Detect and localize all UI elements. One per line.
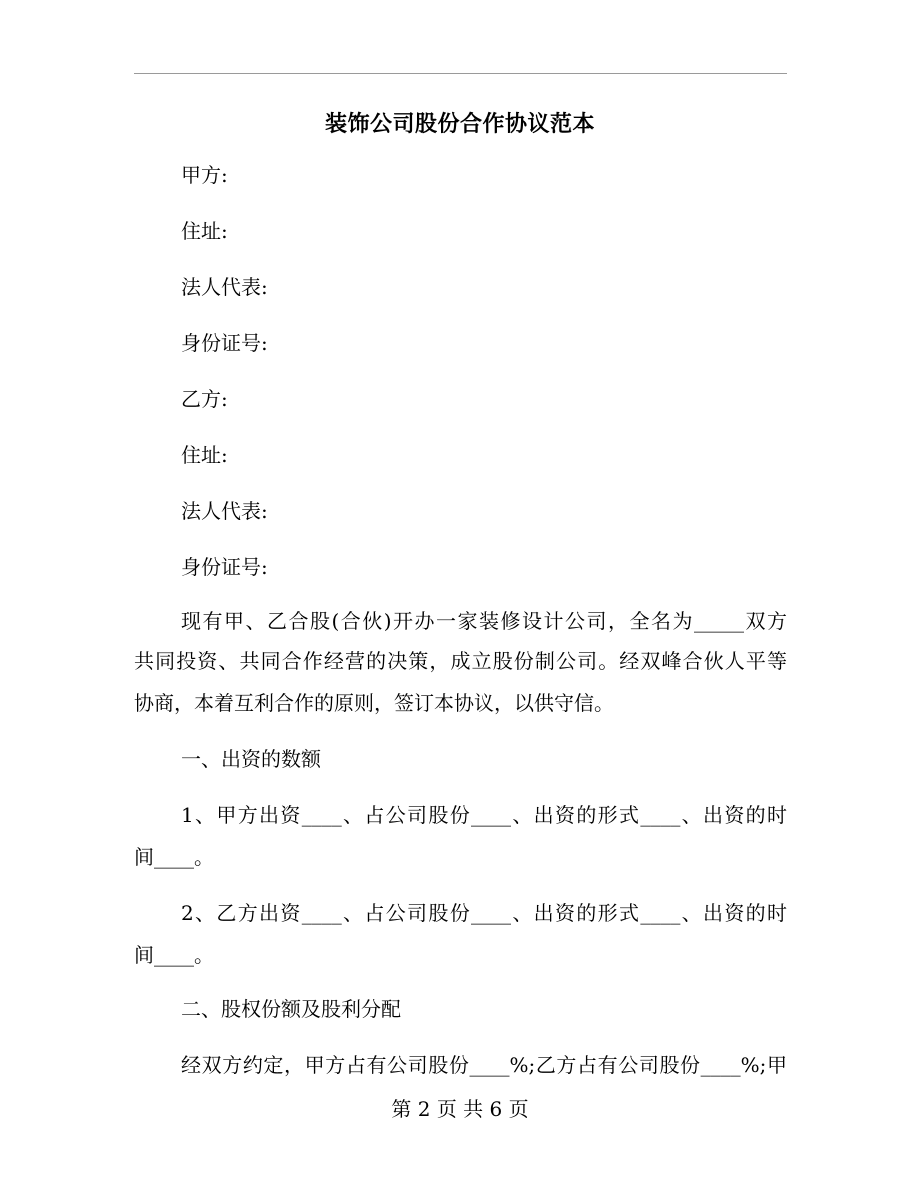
document-title: 装饰公司股份合作协议范本 xyxy=(324,112,595,137)
party-b-label: 乙方: xyxy=(181,387,228,411)
item-line: 间____。 xyxy=(134,943,214,967)
party-a-address-label: 住址: xyxy=(181,219,228,243)
party-b-id-label: 身份证号: xyxy=(181,555,268,579)
party-a-legal-rep-label: 法人代表: xyxy=(181,275,268,299)
page-indicator: 第 2 页 共 6 页 xyxy=(391,1097,529,1121)
item-line: 1、甲方出资____、占公司股份____、出资的形式____、出资的时 xyxy=(181,803,787,827)
section-2-heading: 二、股权份额及股利分配 xyxy=(181,997,401,1021)
item-line: 间____。 xyxy=(134,845,214,869)
section-1-heading: 一、出资的数额 xyxy=(181,747,321,771)
header-rule xyxy=(134,73,787,74)
party-a-label: 甲方: xyxy=(181,163,228,187)
intro-line: 共同投资、共同合作经营的决策，成立股份制公司。经双峰合伙人平等 xyxy=(134,649,787,673)
party-b-legal-rep-label: 法人代表: xyxy=(181,499,268,523)
intro-line: 协商，本着互利合作的原则，签订本协议，以供守信。 xyxy=(134,691,614,715)
intro-line: 现有甲、乙合股(合伙)开办一家装修设计公司，全名为_____双方 xyxy=(181,609,787,633)
section-2-paragraph: 经双方约定，甲方占有公司股份____%;乙方占有公司股份____%;甲 xyxy=(181,1053,787,1077)
party-b-address-label: 住址: xyxy=(181,443,228,467)
item-line: 2、乙方出资____、占公司股份____、出资的形式____、出资的时 xyxy=(181,901,787,925)
party-a-id-label: 身份证号: xyxy=(181,331,268,355)
